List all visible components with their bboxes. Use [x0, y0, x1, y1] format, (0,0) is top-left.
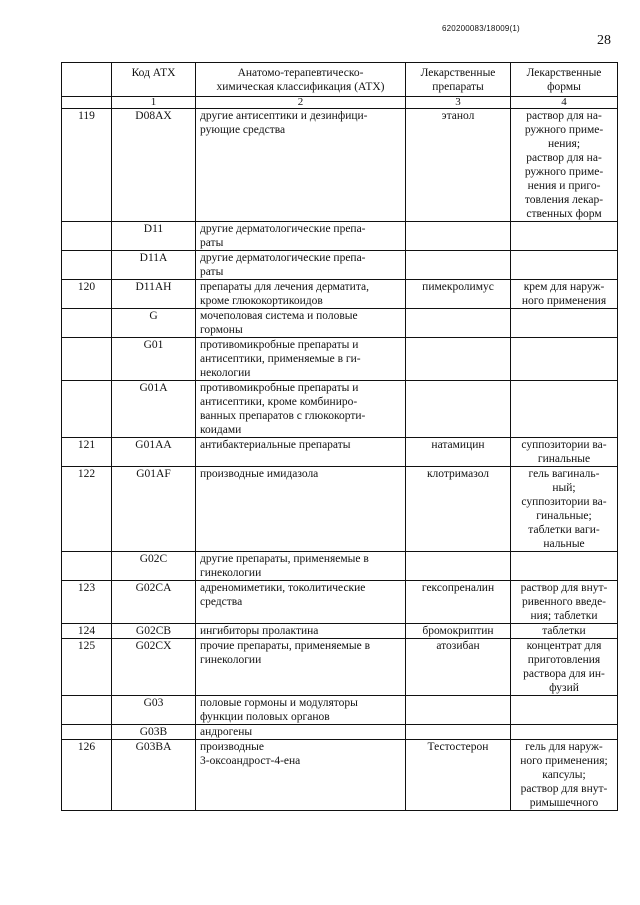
classification-line: ванных препаратов с глюкокорти-	[200, 410, 366, 422]
row-number-cell	[62, 381, 112, 438]
header-row	[62, 63, 618, 97]
row-number-cell	[62, 552, 112, 581]
dosage-form-line: гинальные	[537, 453, 591, 465]
column-number: 1	[112, 97, 196, 109]
classification-line: противомикробные препараты и	[200, 339, 359, 351]
classification-line: андрогены	[200, 726, 253, 738]
classification-cell	[196, 438, 406, 467]
drug-name-line: атозибан	[436, 640, 480, 652]
classification-line: средства	[200, 596, 243, 608]
atc-code-cell: G02CA	[112, 581, 196, 624]
dosage-form-cell	[511, 251, 618, 280]
atc-code-cell: G02C	[112, 552, 196, 581]
dosage-form-line: крем для наруж-	[523, 281, 605, 293]
classification-cell	[196, 696, 406, 725]
row-number-cell	[62, 725, 112, 740]
classification-cell	[196, 109, 406, 222]
header-line: Лекарственные	[526, 67, 602, 79]
row-number-cell: 124	[62, 624, 112, 639]
classification-line: адреномиметики, токолитические	[200, 582, 366, 594]
dosage-form-cell	[511, 552, 618, 581]
atc-code-cell: G02CB	[112, 624, 196, 639]
atc-table	[61, 62, 618, 811]
dosage-form-line: ный;	[552, 482, 576, 494]
drug-name-line: гексопреналин	[421, 582, 495, 594]
classification-cell	[196, 740, 406, 811]
atc-code-cell: G	[112, 309, 196, 338]
classification-line: производные	[200, 741, 264, 753]
drug-name-cell	[406, 696, 511, 725]
atc-code-cell: G03	[112, 696, 196, 725]
dosage-form-line: концентрат для	[526, 640, 602, 652]
dosage-form-cell	[511, 696, 618, 725]
row-number-cell: 121	[62, 438, 112, 467]
drug-name-line: натамицин	[431, 439, 485, 451]
dosage-form-line: ственных форм	[526, 208, 602, 220]
classification-cell	[196, 725, 406, 740]
header-col-classification	[196, 63, 406, 97]
classification-line: другие антисептики и дезинфици-	[200, 110, 368, 122]
drug-name-cell	[406, 552, 511, 581]
atc-code-cell: D11AH	[112, 280, 196, 309]
dosage-form-line: суппозитории ва-	[521, 496, 607, 508]
classification-cell	[196, 222, 406, 251]
dosage-form-cell	[511, 381, 618, 438]
classification-line: функции половых органов	[200, 711, 330, 723]
document-code: 620200083/18009(1)	[442, 24, 520, 33]
drug-name-line: бромокриптин	[422, 625, 494, 637]
dosage-form-line: товления лекар-	[524, 194, 604, 206]
drug-name-cell	[406, 725, 511, 740]
dosage-form-cell	[511, 581, 618, 624]
dosage-form-cell	[511, 222, 618, 251]
dosage-form-line: ружного приме-	[524, 166, 604, 178]
column-number	[62, 97, 112, 109]
classification-line: мочеполовая система и половые	[200, 310, 358, 322]
classification-line: препараты для лечения дерматита,	[200, 281, 369, 293]
classification-line: ингибиторы пролактина	[200, 625, 319, 637]
dosage-form-line: раствор для внут-	[520, 582, 608, 594]
classification-line: некологии	[200, 367, 251, 379]
column-number: 3	[406, 97, 511, 109]
classification-line: антисептики, кроме комбиниро-	[200, 396, 358, 408]
table-row	[62, 725, 618, 740]
classification-line: прочие препараты, применяемые в	[200, 640, 371, 652]
classification-cell	[196, 467, 406, 552]
dosage-form-line: гель для наруж-	[525, 741, 603, 753]
header-line: препараты	[432, 81, 484, 93]
row-number-cell: 120	[62, 280, 112, 309]
atc-code-cell: D11	[112, 222, 196, 251]
classification-line: гинекологии	[200, 654, 262, 666]
dosage-form-cell	[511, 725, 618, 740]
table-row	[62, 467, 618, 552]
table-body	[62, 109, 618, 811]
drug-name-cell	[406, 639, 511, 696]
column-number-row	[62, 97, 618, 109]
dosage-form-cell	[511, 624, 618, 639]
classification-cell	[196, 552, 406, 581]
table-row	[62, 438, 618, 467]
table-row	[62, 581, 618, 624]
classification-cell	[196, 639, 406, 696]
classification-line: гормоны	[200, 324, 243, 336]
table-header	[62, 63, 618, 109]
classification-line: 3-оксоандрост-4-ена	[200, 755, 301, 767]
dosage-form-line: приготовления	[527, 654, 601, 666]
classification-cell	[196, 381, 406, 438]
classification-line: раты	[200, 266, 224, 278]
drug-name-line: клотримазол	[426, 468, 490, 480]
row-number-cell: 123	[62, 581, 112, 624]
dosage-form-line: ного применения	[521, 295, 607, 307]
drug-name-cell	[406, 222, 511, 251]
dosage-form-line: нения;	[547, 138, 581, 150]
header-col-form	[511, 63, 618, 97]
drug-name-line: Тестостерон	[427, 741, 489, 753]
header-line: Лекарственные	[420, 67, 496, 79]
header-line: химическая классификация (АТХ)	[216, 81, 385, 93]
dosage-form-line: раствор для внут-	[520, 783, 608, 795]
classification-line: антисептики, применяемые в ги-	[200, 353, 361, 365]
drug-name-cell	[406, 280, 511, 309]
header-col-number	[62, 63, 112, 97]
dosage-form-cell	[511, 338, 618, 381]
dosage-form-line: гинальные;	[536, 510, 592, 522]
classification-line: рующие средства	[200, 124, 286, 136]
drug-name-cell	[406, 338, 511, 381]
drug-name-cell	[406, 624, 511, 639]
dosage-form-line: гель вагиналь-	[528, 468, 600, 480]
classification-line: половые гормоны и модуляторы	[200, 697, 358, 709]
page-number: 28	[597, 33, 611, 48]
table-row	[62, 740, 618, 811]
drug-name-line: этанол	[441, 110, 475, 122]
header-col-atc-code	[112, 63, 196, 97]
dosage-form-cell	[511, 639, 618, 696]
table-row	[62, 624, 618, 639]
atc-code-cell: G01AF	[112, 467, 196, 552]
dosage-form-line: раствора для ин-	[523, 668, 605, 680]
row-number-cell	[62, 309, 112, 338]
dosage-form-cell	[511, 467, 618, 552]
row-number-cell	[62, 251, 112, 280]
atc-code-cell: D11A	[112, 251, 196, 280]
classification-line: гинекологии	[200, 567, 262, 579]
dosage-form-line: суппозитории ва-	[521, 439, 607, 451]
table-row	[62, 109, 618, 222]
classification-line: другие дерматологические препа-	[200, 223, 366, 235]
drug-name-cell	[406, 740, 511, 811]
table-row	[62, 251, 618, 280]
table-row	[62, 639, 618, 696]
table-row	[62, 696, 618, 725]
atc-code-cell: G03B	[112, 725, 196, 740]
column-number: 4	[511, 97, 618, 109]
row-number-cell	[62, 222, 112, 251]
table-row	[62, 309, 618, 338]
drug-name-line: пимекролимус	[422, 281, 494, 293]
atc-code-cell: G02CX	[112, 639, 196, 696]
classification-cell	[196, 624, 406, 639]
classification-line: противомикробные препараты и	[200, 382, 359, 394]
row-number-cell	[62, 696, 112, 725]
dosage-form-line: таблетки	[542, 625, 586, 637]
dosage-form-cell	[511, 309, 618, 338]
classification-cell	[196, 581, 406, 624]
dosage-form-line: ружного приме-	[524, 124, 604, 136]
drug-name-cell	[406, 438, 511, 467]
classification-line: производные имидазола	[200, 468, 319, 480]
row-number-cell	[62, 338, 112, 381]
table-row	[62, 280, 618, 309]
classification-line: другие дерматологические препа-	[200, 252, 366, 264]
dosage-form-line: ния; таблетки	[530, 610, 598, 622]
classification-cell	[196, 309, 406, 338]
row-number-cell: 125	[62, 639, 112, 696]
drug-name-cell	[406, 381, 511, 438]
drug-name-cell	[406, 309, 511, 338]
classification-line: коидами	[200, 424, 242, 436]
header-line: Анатомо-терапевтическо-	[237, 67, 364, 79]
atc-code-cell: G03BA	[112, 740, 196, 811]
dosage-form-line: нения и приго-	[527, 180, 601, 192]
table-row	[62, 552, 618, 581]
dosage-form-line: фузий	[549, 682, 579, 694]
dosage-form-line: таблетки ваги-	[528, 524, 600, 536]
dosage-form-line: ривенного введе-	[521, 596, 606, 608]
drug-name-cell	[406, 251, 511, 280]
header-line: Код АТХ	[131, 67, 176, 79]
dosage-form-cell	[511, 109, 618, 222]
header-line: формы	[547, 81, 581, 93]
dosage-form-line: нальные	[543, 538, 585, 550]
classification-cell	[196, 280, 406, 309]
column-number: 2	[196, 97, 406, 109]
row-number-cell: 126	[62, 740, 112, 811]
table-row	[62, 222, 618, 251]
atc-code-cell: D08AX	[112, 109, 196, 222]
dosage-form-line: раствор для на-	[526, 110, 602, 122]
dosage-form-line: капсулы;	[542, 769, 586, 781]
dosage-form-cell	[511, 280, 618, 309]
classification-line: кроме глюкокортикоидов	[200, 295, 323, 307]
atc-code-cell: G01A	[112, 381, 196, 438]
classification-line: другие препараты, применяемые в	[200, 553, 369, 565]
classification-line: раты	[200, 237, 224, 249]
drug-name-cell	[406, 581, 511, 624]
classification-line: антибактериальные препараты	[200, 439, 351, 451]
header-col-drug	[406, 63, 511, 97]
dosage-form-line: ного применения;	[520, 755, 608, 767]
dosage-form-cell	[511, 438, 618, 467]
drug-name-cell	[406, 109, 511, 222]
atc-code-cell: G01AA	[112, 438, 196, 467]
atc-code-cell: G01	[112, 338, 196, 381]
row-number-cell: 122	[62, 467, 112, 552]
drug-name-cell	[406, 467, 511, 552]
dosage-form-line: раствор для на-	[526, 152, 602, 164]
dosage-form-line: римышечного	[529, 797, 599, 809]
row-number-cell: 119	[62, 109, 112, 222]
classification-cell	[196, 251, 406, 280]
table-row	[62, 381, 618, 438]
table-row	[62, 338, 618, 381]
dosage-form-cell	[511, 740, 618, 811]
classification-cell	[196, 338, 406, 381]
